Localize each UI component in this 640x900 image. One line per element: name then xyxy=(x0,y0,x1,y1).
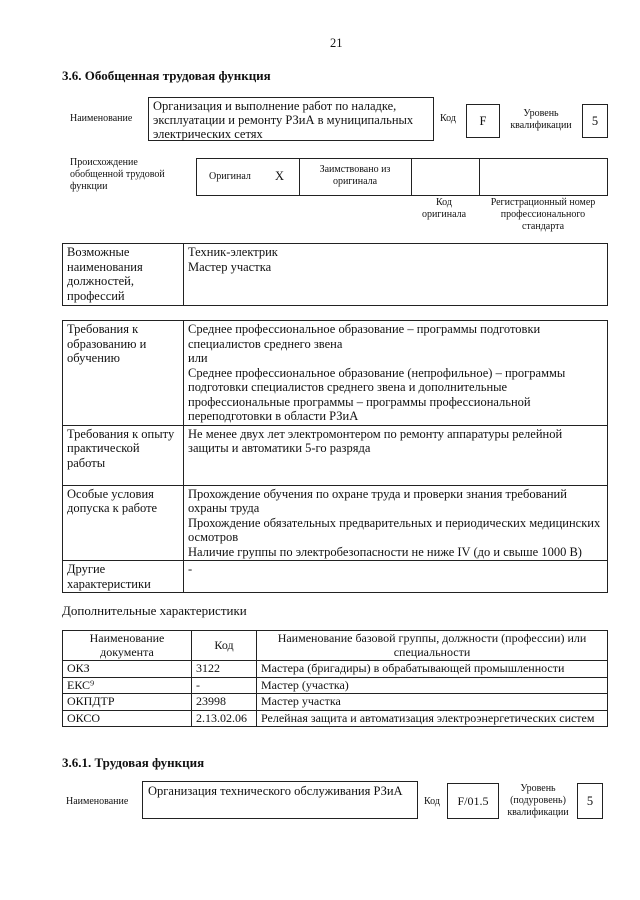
level-label: Уровень квалификации xyxy=(510,108,572,131)
position-item: Мастер участка xyxy=(188,259,272,274)
row-code: 23998 xyxy=(192,694,257,711)
row-code: 3122 xyxy=(192,661,257,678)
row-doc: ЕКС⁹ xyxy=(63,677,192,694)
function-name-value: Организация и выполнение работ по наладке, эксплуатации и ремонту РЗиА в муниципальных электрических сетях xyxy=(153,99,414,141)
level-box xyxy=(582,104,608,138)
section-heading: 3.6. Обобщенная трудовая функция xyxy=(62,68,271,83)
origin-divider xyxy=(411,159,412,195)
origin-divider xyxy=(479,159,480,195)
additional-heading: Дополнительные характеристики xyxy=(62,603,247,618)
req-value: Прохождение обучения по охране труда и проверки знания требований охраны труда Прохождение обязательных предварительных и периодических медицинских осмотров Наличие группы по электробезопасности не ниже IV (до и свыше 1000 В) xyxy=(184,485,608,561)
level-label: Уровень (подуровень) квалификации xyxy=(507,783,569,818)
table-row xyxy=(63,710,608,727)
origin-label: Происхождение обобщенной трудовой функции xyxy=(70,157,165,192)
function-name-value: Организация технического обслуживания РЗиА xyxy=(148,784,403,798)
level-value: 5 xyxy=(591,114,599,128)
level-box xyxy=(577,783,603,819)
row-name: Мастер участка xyxy=(257,694,608,711)
position-item: Техник-электрик xyxy=(188,245,278,259)
col-header-doc: Наименование документа xyxy=(63,631,192,661)
code-box xyxy=(447,783,499,819)
code-value: F xyxy=(479,114,487,128)
row-name: Релейная защита и автоматизация электроэнергетических систем xyxy=(257,710,608,727)
col-header-code: Код xyxy=(192,631,257,661)
req-value: - xyxy=(184,561,608,593)
row-code: 2.13.02.06 xyxy=(192,710,257,727)
row-doc: ОКСО xyxy=(63,710,192,727)
req-value: Среднее профессиональное образование – программы подготовки специалистов среднего звена или Среднее профессиональное образование (непрофильное) – программы подготовки специалистов среднего звена и дополнительные профессиональные программы – программы профессиональной переподготовки в области РЗиА xyxy=(184,321,608,426)
function-name-box xyxy=(142,781,418,819)
original-label: Оригинал xyxy=(209,171,251,182)
positions-values xyxy=(184,244,608,306)
original-mark: X xyxy=(275,169,285,183)
table-row xyxy=(63,661,608,678)
req-label: Требования к образованию и обучению xyxy=(63,321,184,426)
code-value: F/01.5 xyxy=(457,794,489,808)
row-code: - xyxy=(192,677,257,694)
row-name: Мастера (бригадиры) в обрабатывающей промышленности xyxy=(257,661,608,678)
code-label: Код xyxy=(424,796,440,807)
subsection-heading: 3.6.1. Трудовая функция xyxy=(62,755,205,770)
positions-table xyxy=(62,243,608,306)
page-number: 21 xyxy=(330,36,343,50)
req-label: Требования к опыту практической работы xyxy=(63,425,184,485)
col-header-name: Наименование базовой группы, должности (профессии) или специальности xyxy=(257,631,608,661)
row-doc: ОКПДТР xyxy=(63,694,192,711)
requirements-table xyxy=(62,320,608,593)
origin-table xyxy=(196,158,608,196)
code-original-label: Код оригинала xyxy=(421,197,467,220)
table-row xyxy=(63,694,608,711)
req-label: Другие характеристики xyxy=(63,561,184,593)
name-label: Наименование xyxy=(66,796,129,807)
table-row xyxy=(63,677,608,694)
function-name-box xyxy=(148,97,434,141)
positions-label: Возможные наименования должностей, профессий xyxy=(63,244,184,306)
level-value: 5 xyxy=(586,794,594,808)
code-box xyxy=(466,104,500,138)
reg-number-label: Регистрационный номер профессионального стандарта xyxy=(490,197,596,232)
origin-divider xyxy=(299,159,300,195)
row-name: Мастер (участка) xyxy=(257,677,608,694)
name-label: Наименование xyxy=(70,113,133,124)
code-label: Код xyxy=(440,113,456,124)
borrowed-label: Заимствовано из оригинала xyxy=(319,164,391,187)
row-doc: ОКЗ xyxy=(63,661,192,678)
req-label: Особые условия допуска к работе xyxy=(63,485,184,561)
req-value: Не менее двух лет электромонтером по ремонту аппаратуры релейной защиты и автоматики 5-го разряда xyxy=(184,425,608,485)
additional-table xyxy=(62,630,608,727)
